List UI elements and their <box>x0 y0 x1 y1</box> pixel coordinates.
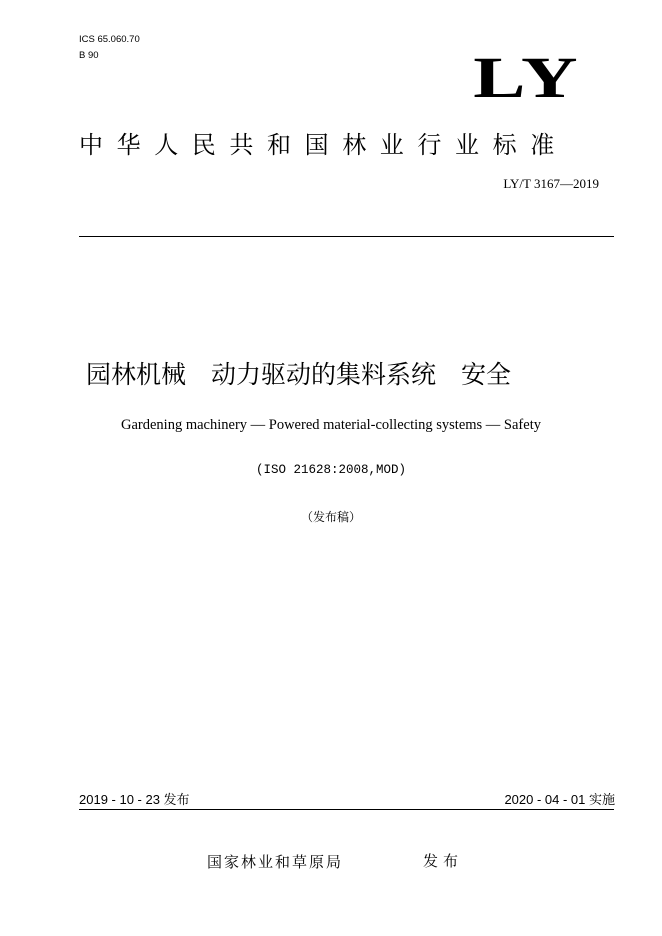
issue-date: 2019 - 10 - 23 发布 <box>79 792 190 807</box>
standard-number: LY/T 3167—2019 <box>503 176 599 191</box>
iso-equivalence: (ISO 21628:2008,MOD) <box>255 463 407 477</box>
footer-divider <box>79 809 614 810</box>
ccs-code: B 90 <box>79 50 99 61</box>
header-divider <box>79 236 614 237</box>
document-title-chinese: 园林机械 动力驱动的集料系统 安全 <box>86 360 512 389</box>
draft-status: （发布稿） <box>300 510 361 524</box>
ics-code: ICS 65.060.70 <box>79 34 140 45</box>
publish-label: 发布 <box>423 852 464 870</box>
publisher-name: 国家林业和草原局 <box>207 853 344 871</box>
document-title-english: Gardening machinery — Powered material-collecting systems — Safety <box>121 417 541 433</box>
standard-logo: LY <box>473 45 580 110</box>
standard-type-title: 中华人民共和国林业行业标准 <box>79 131 568 159</box>
implementation-date: 2020 - 04 - 01 实施 <box>504 792 615 807</box>
